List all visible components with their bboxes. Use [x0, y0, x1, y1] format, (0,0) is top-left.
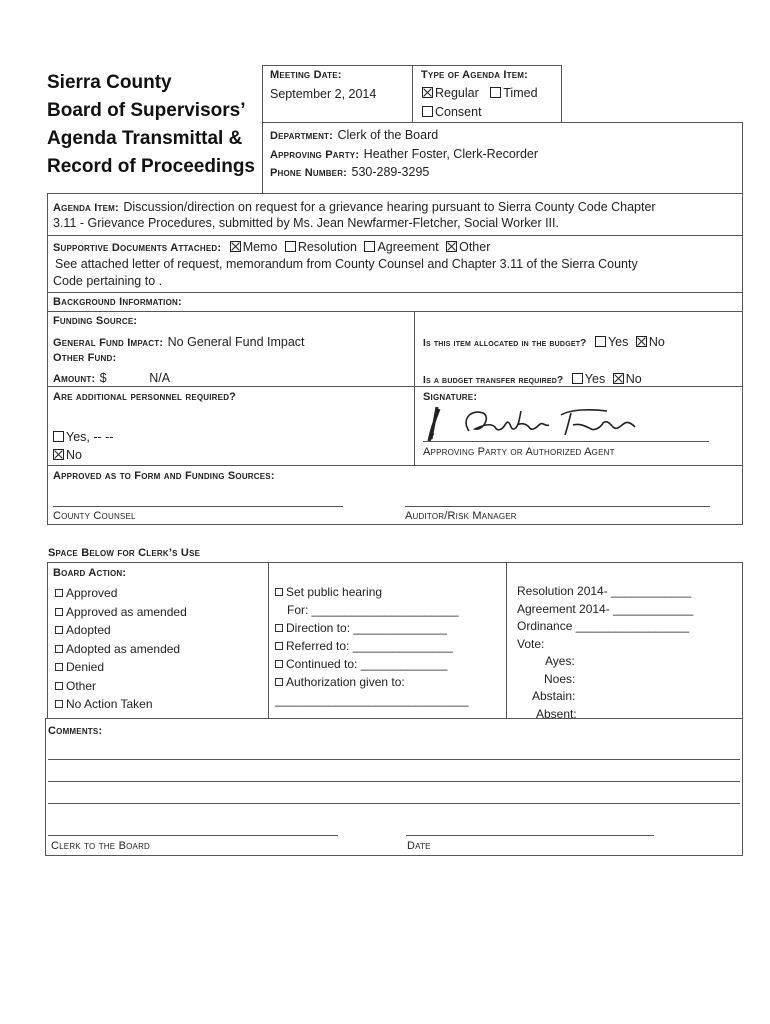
general-fund-value: No General Fund Impact	[167, 335, 305, 349]
comments-box: Comments: Clerk to the Board Date	[45, 718, 743, 856]
action-other[interactable]: Other	[55, 677, 187, 696]
action-approved[interactable]: Approved	[55, 584, 187, 603]
continued-option[interactable]: Continued to: _____________	[275, 655, 469, 673]
department-box: Department: Clerk of the Board Approving Party: Heather Foster, Clerk-Recorder Phone Number: 530-289-3295	[262, 122, 743, 194]
budget-box: Is this item allocated in the budget? Yes No Is a budget transfer required? Yes No	[414, 311, 743, 387]
transfer-no-checkbox[interactable]	[613, 373, 624, 384]
personnel-no-checkbox[interactable]	[53, 449, 64, 460]
agenda-item-box: Agenda Item: Discussion/direction on request for a grievance hearing pursuant to Sierra County Code Chapter 3.11 - Grievance Procedures, submitted by Ms. Jean Newfarmer-Fletcher, Social Worker III.	[47, 193, 743, 236]
authorization-option[interactable]: Authorization given to:	[275, 673, 469, 691]
clerk-signature-label: Clerk to the Board	[51, 840, 151, 852]
resolution-info: Resolution 2014- ____________ Agreement 2014- ____________ Ordinance _________________ Vote: Ayes: Noes: Abstain: Absent:	[517, 584, 694, 721]
set-hearing-option[interactable]: Set public hearing	[275, 583, 469, 601]
date-label: Date	[407, 840, 431, 852]
board-action-list	[55, 584, 187, 714]
referred-option[interactable]: Referred to: _______________	[275, 637, 469, 655]
funding-box: Funding Source: General Fund Impact: No General Fund Impact Other Fund: Amount: $ N/A	[47, 311, 415, 387]
background-box: Background Information:	[47, 292, 743, 312]
form-title: Sierra County Board of Supervisors’ Agenda Transmittal & Record of Proceedings	[47, 72, 255, 177]
supportive-docs-box: Supportive Documents Attached: Memo Resolution Agreement Other See attached letter of request, memorandum from County Counsel and Chapter 3.11 of the Sierra County Code pertaining to .	[47, 235, 743, 293]
budget-yes-checkbox[interactable]	[595, 336, 606, 347]
auditor-label: Auditor/Risk Manager	[405, 510, 517, 522]
resolution-checkbox[interactable]	[285, 241, 296, 252]
department-value: Clerk of the Board	[337, 128, 439, 142]
clerk-use-heading: Space Below for Clerk’s Use	[48, 547, 201, 559]
meeting-date-box: Meeting Date: September 2, 2014	[262, 65, 413, 123]
action-adopted[interactable]: Adopted	[55, 621, 187, 640]
action-adopted-amended[interactable]: Adopted as amended	[55, 640, 187, 659]
hearing-options: Set public hearing For: ______________________ Direction to: ______________ Referred to: _______________ Continued to: _____________ Authorization given to: _____________________________	[275, 585, 469, 707]
consent-checkbox[interactable]	[422, 106, 433, 117]
personnel-box: Are additional personnel required? Yes, -- -- No	[47, 386, 415, 466]
meeting-date-value: September 2, 2014	[270, 87, 377, 101]
personnel-yes-checkbox[interactable]	[53, 431, 64, 442]
other-checkbox[interactable]	[446, 241, 457, 252]
signature-image	[421, 401, 651, 445]
approved-box: Approved as to Form and Funding Sources: County Counsel Auditor/Risk Manager	[47, 465, 743, 525]
agenda-type-box: Type of Agenda Item: Regular Timed Consent	[412, 65, 562, 123]
approving-party-value: Heather Foster, Clerk-Recorder	[363, 147, 539, 161]
signature-box: Signature: Approving Party or Authorized Agent	[414, 386, 743, 466]
action-denied[interactable]: Denied	[55, 658, 187, 677]
timed-checkbox[interactable]	[490, 87, 501, 98]
agreement-checkbox[interactable]	[364, 241, 375, 252]
amount-value: N/A	[149, 371, 171, 385]
memo-checkbox[interactable]	[230, 241, 241, 252]
regular-checkbox[interactable]	[422, 87, 433, 98]
county-counsel-label: County Counsel	[53, 510, 136, 522]
board-action-box: Board Action: Approved Approved as amended Adopted Adopted as amended Denied Other No Action Taken Set public hearing For: ______________________ Direction to: ______________ Referred to: _______________ Continued to: _____________ Authorization given to: _____________________________ Resolution 2014- ____________ Agreement 2014- ____________ Ordinance _________________ Vote: Ayes: Noes: Abstain: Absent:	[47, 562, 743, 719]
phone-value: 530-289-3295	[351, 165, 430, 179]
action-approved-amended[interactable]: Approved as amended	[55, 603, 187, 622]
transfer-yes-checkbox[interactable]	[572, 373, 583, 384]
budget-no-checkbox[interactable]	[636, 336, 647, 347]
direction-option[interactable]: Direction to: ______________	[275, 619, 469, 637]
action-no-action[interactable]: No Action Taken	[55, 695, 187, 714]
